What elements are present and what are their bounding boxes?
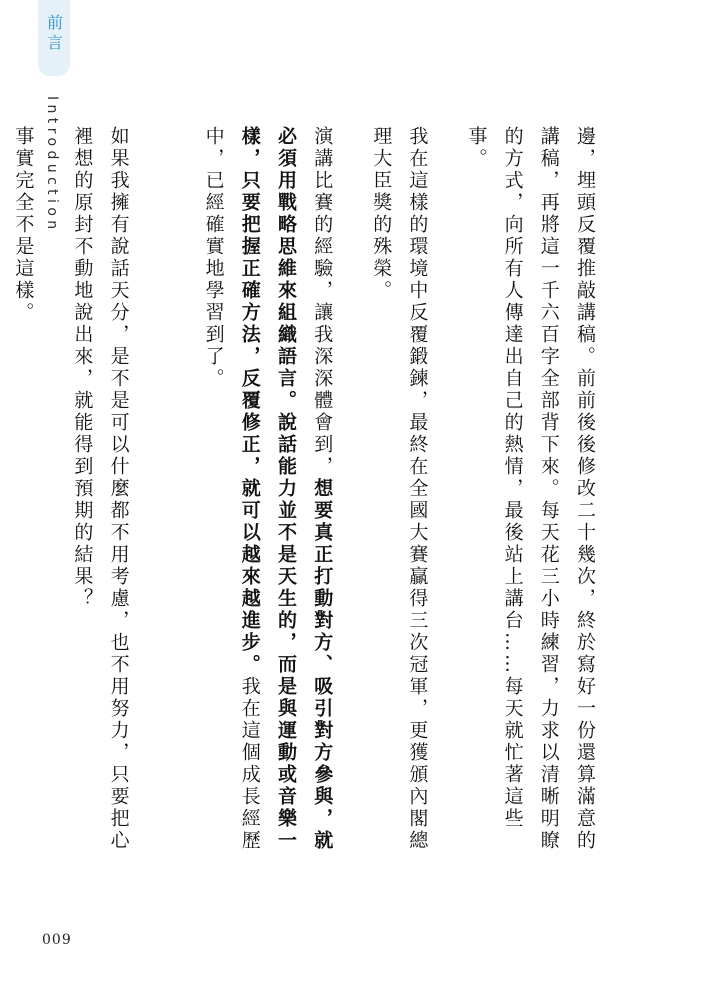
chapter-tab-label: 前言 <box>44 14 64 54</box>
paragraph-5: 事實完全不是這樣。 <box>12 126 35 324</box>
paragraph-3-lead: 演講比賽的經驗，讓我深深體會到， <box>311 126 334 478</box>
paragraph-3-emphasis-1: 想要真正打動對方、吸引對方參與，就必須用戰略思維來組織語言。 <box>274 126 334 852</box>
paragraph-3 <box>195 126 363 866</box>
chapter-tab <box>38 0 70 76</box>
paragraph-3-tail: 我在這個成長經歷中，已經確實地學習到了。 <box>202 126 261 852</box>
paragraph-4: 如果我擁有說話天分，是不是可以什麼都不用考慮，也不用努力，只要把心裡想的原封不動地說出來，就能得到預期的結果？ <box>71 126 130 852</box>
body-text <box>5 126 603 866</box>
paragraph-2: 我在這樣的環境中反覆鍛鍊，最終在全國大賽贏得三次冠軍，更獲頒內閣總理大臣獎的殊榮。 <box>370 126 429 852</box>
chapter-title-english: Introduction <box>44 96 60 234</box>
page-number: 009 <box>42 932 72 948</box>
paragraph-1: 邊，埋頭反覆推敲講稿。前前後後修改二十幾次，終於寫好一份還算滿意的講稿，再將這一千六百字全部背下來。每天花三小時練習，力求以清晰明瞭的方式，向所有人傳達出自己的熱情，最後站上講台……每天就忙著這些事。 <box>465 126 596 852</box>
paragraph-3-emphasis-2: 說話能力並不是天生的，而是與運動或音樂一樣，只要把握正確方法，反覆修正，就可以越來越進步。 <box>238 126 297 852</box>
